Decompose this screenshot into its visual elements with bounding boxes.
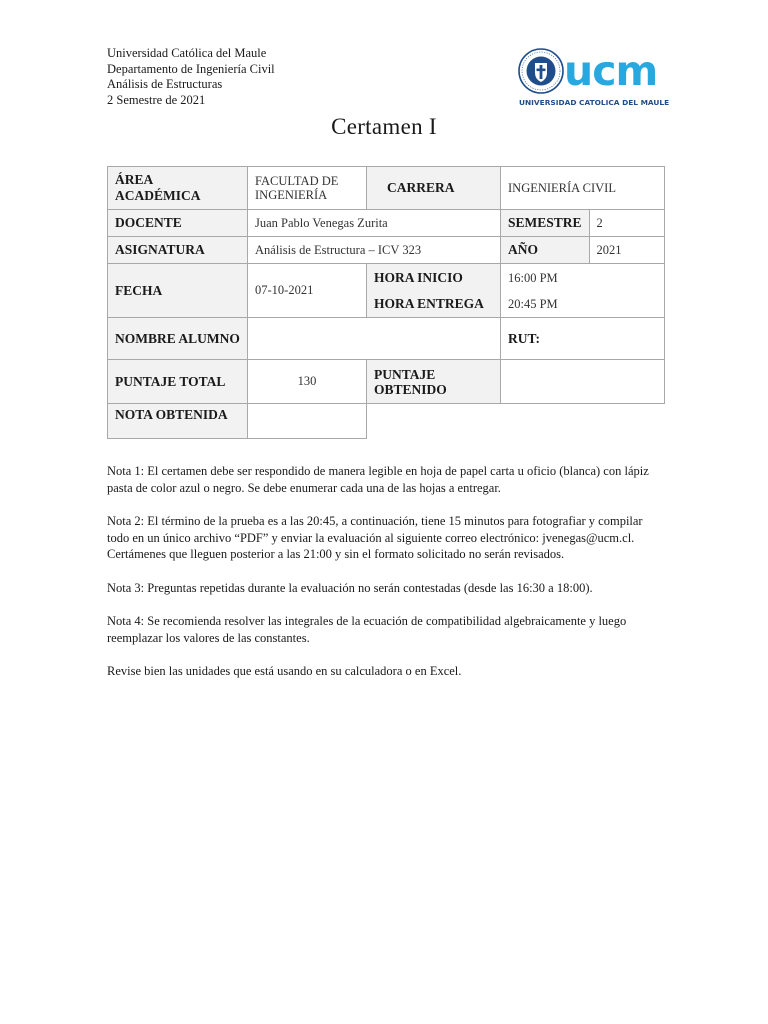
asignatura-value: Análisis de Estructura – ICV 323 (248, 237, 501, 264)
nombre-alumno-field (248, 318, 501, 360)
note-units: Revise bien las unidades que está usando en su calculadora o en Excel. (107, 664, 462, 678)
puntaje-total-label: PUNTAJE TOTAL (108, 360, 248, 404)
table-row (108, 210, 665, 237)
course-name: Análisis de Estructuras (107, 77, 223, 91)
empty-cell (367, 404, 665, 439)
hora-inicio-label: HORA INICIO (374, 269, 463, 285)
hora-inicio-value: 16:00 PM (508, 270, 558, 285)
semestre-value: 2 (589, 210, 664, 237)
ucm-logo-text: ucm (564, 47, 658, 95)
table-row (108, 237, 665, 264)
hora-values (501, 264, 665, 318)
semester-text: 2 Semestre de 2021 (107, 92, 206, 107)
carrera-value: INGENIERÍA CIVIL (501, 167, 665, 210)
asignatura-label: ASIGNATURA (108, 237, 248, 264)
hora-entrega-value: 20:45 PM (508, 296, 558, 311)
table-row (108, 318, 665, 360)
puntaje-obtenido-label: PUNTAJE OBTENIDO (367, 360, 501, 404)
docente-value: Juan Pablo Venegas Zurita (248, 210, 501, 237)
table-row (108, 404, 665, 439)
fecha-label: FECHA (108, 264, 248, 318)
table-row (108, 167, 665, 210)
table-row (108, 264, 665, 318)
ucm-logo-subtitle: UNIVERSIDAD CATOLICA DEL MAULE (519, 98, 670, 107)
note-2: Nota 2: El término de la prueba es a las 20:45, a continuación, tiene 15 minutos para fotografiar y compilar todo en un único archivo “PDF” y enviar la evaluación al siguiente correo electrónico: jvenegas@ucm.cl. Certámenes que lleguen posterior a las 21:00 y sin el formato solicitado no serán revisados. (107, 514, 643, 561)
exam-info-table (107, 166, 665, 439)
note-3: Nota 3: Preguntas repetidas durante la evaluación no serán contestadas (desde las 16:30 a 18:00). (107, 580, 593, 595)
note-1: Nota 1: El certamen debe ser respondido de manera legible en hoja de papel carta u oficio (blanca) con lápiz pasta de color azul o negro. Se debe enumerar cada una de las hojas a entregar. (107, 464, 649, 495)
semestre-label: SEMESTRE (501, 210, 590, 237)
nombre-alumno-label: NOMBRE ALUMNO (108, 318, 248, 360)
department-name: Departamento de Ingeniería Civil (107, 61, 275, 76)
hora-labels (367, 264, 501, 318)
table-row (108, 360, 665, 404)
rut-label: RUT: (501, 318, 665, 360)
notes-section (107, 463, 663, 697)
puntaje-total-value: 130 (248, 360, 367, 404)
note-4: Nota 4: Se recomienda resolver las integrales de la ecuación de compatibilidad algebraicamente y luego reemplazar los valores de las constantes. (107, 614, 627, 645)
university-name: Universidad Católica del Maule (107, 46, 267, 60)
ucm-logo (516, 44, 682, 110)
anio-value: 2021 (589, 237, 664, 264)
fecha-value: 07-10-2021 (248, 264, 367, 318)
ucm-emblem-icon (516, 44, 682, 110)
puntaje-obtenido-field (501, 360, 665, 404)
page-title: Certamen I (331, 114, 437, 139)
carrera-label: CARRERA (367, 167, 501, 210)
nota-obtenida-field (248, 404, 367, 439)
docente-label: DOCENTE (108, 210, 248, 237)
area-academica-label: ÁREA ACADÉMICA (108, 167, 248, 210)
document-header (107, 46, 275, 108)
area-academica-value: FACULTAD DE INGENIERÍA (248, 167, 367, 210)
anio-label: AÑO (501, 237, 590, 264)
nota-obtenida-label: NOTA OBTENIDA (108, 404, 248, 439)
hora-entrega-label: HORA ENTREGA (374, 295, 484, 311)
